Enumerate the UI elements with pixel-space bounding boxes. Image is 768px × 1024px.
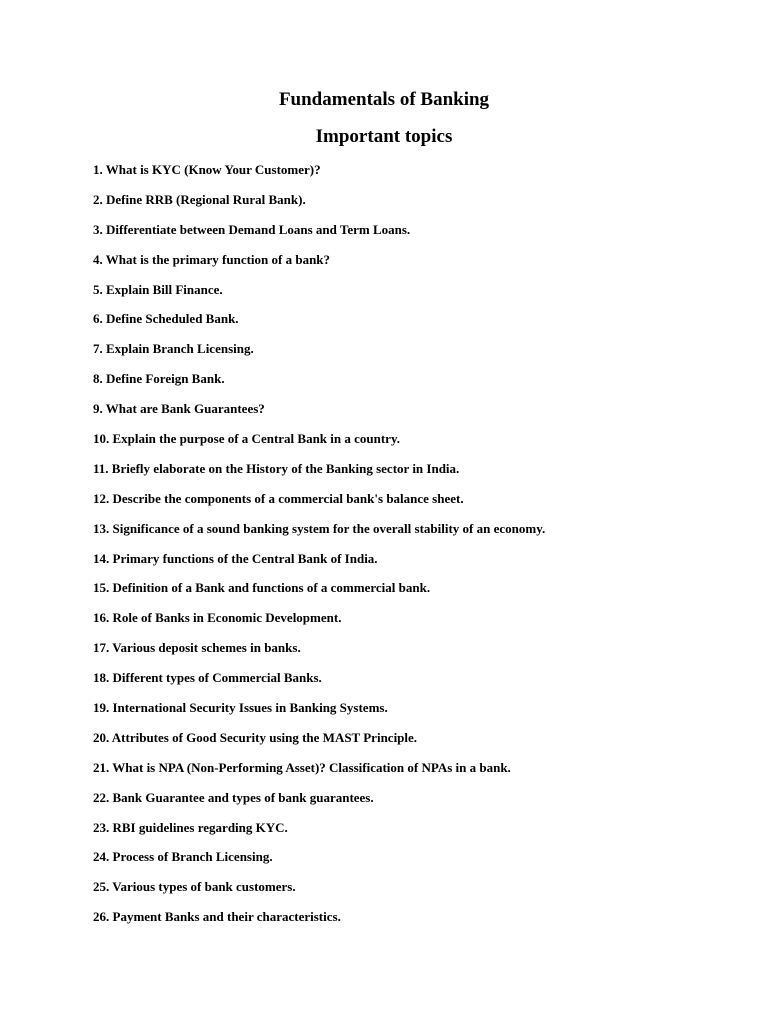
topic-item: 2. Define RRB (Regional Rural Bank).	[93, 191, 306, 207]
topic-item: 17. Various deposit schemes in banks.	[93, 640, 301, 656]
topic-item: 22. Bank Guarantee and types of bank guarantees.	[93, 789, 374, 805]
topic-item: 14. Primary functions of the Central Bank of India.	[93, 550, 378, 566]
topic-item: 10. Explain the purpose of a Central Bank in a country.	[93, 431, 400, 447]
topic-item: 11. Briefly elaborate on the History of the Banking sector in India.	[93, 460, 460, 476]
topic-item: 18. Different types of Commercial Banks.	[93, 670, 322, 686]
topic-item: 23. RBI guidelines regarding KYC.	[93, 819, 288, 835]
topic-item: 16. Role of Banks in Economic Development.	[93, 610, 342, 626]
topic-item: 5. Explain Bill Finance.	[93, 281, 223, 297]
topic-item: 4. What is the primary function of a bank?	[93, 251, 331, 267]
topic-item: 15. Definition of a Bank and functions of a commercial bank.	[93, 580, 431, 596]
document-subtitle: Important topics	[315, 126, 453, 147]
topic-item: 25. Various types of bank customers.	[93, 879, 296, 895]
topic-item: 24. Process of Branch Licensing.	[93, 849, 273, 865]
topic-item: 12. Describe the components of a commercial bank's balance sheet.	[93, 490, 464, 506]
topic-item: 20. Attributes of Good Security using the MAST Principle.	[93, 729, 418, 745]
topic-item: 19. International Security Issues in Banking Systems.	[93, 700, 388, 716]
topic-item: 8. Define Foreign Bank.	[93, 371, 225, 387]
topic-item: 26. Payment Banks and their characteristics.	[93, 909, 341, 925]
topic-item: 1. What is KYC (Know Your Customer)?	[93, 162, 321, 177]
topic-item: 13. Significance of a sound banking system for the overall stability of an economy.	[93, 520, 546, 536]
topic-item: 7. Explain Branch Licensing.	[93, 341, 254, 357]
topic-list	[93, 160, 545, 937]
topic-item: 21. What is NPA (Non-Performing Asset)? Classification of NPAs in a bank.	[93, 759, 511, 775]
document-title: Fundamentals of Banking	[278, 89, 490, 110]
topic-item: 6. Define Scheduled Bank.	[93, 311, 239, 327]
topic-item: 9. What are Bank Guarantees?	[93, 401, 265, 417]
topic-item: 3. Differentiate between Demand Loans and Term Loans.	[93, 221, 411, 237]
